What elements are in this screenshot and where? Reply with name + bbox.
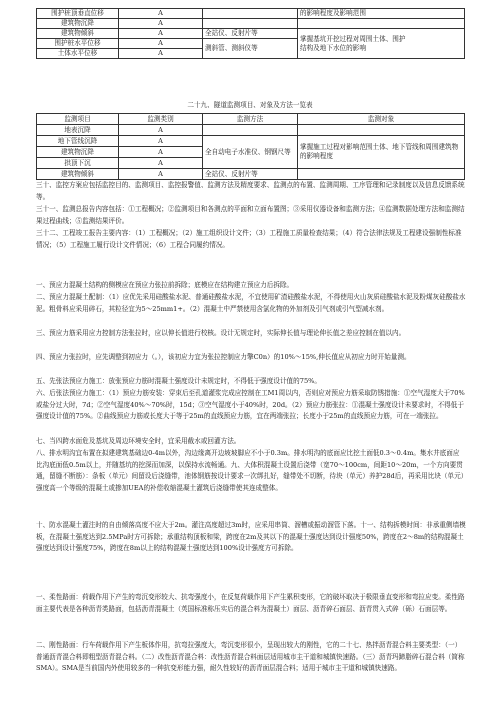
table-cell: A xyxy=(119,29,203,39)
table-cell: 建筑物沉降 xyxy=(37,19,119,29)
paragraph: 三、预应力筋采用应力控制方法张拉时，应以伸长值进行校核。设计无规定时，实际伸长值与理论伸长值之差应控制在值以内。 xyxy=(36,329,406,337)
table-cell: A xyxy=(119,9,203,19)
table-header: 监测方法 xyxy=(203,114,298,125)
paragraph: 三十二、工程竣工报告主要内容：（1）工程概况；（2）施工组织设计文件；（3）工程施工质量检查结果；（4）符合法律法规及工程建设强制性标准情况；（5）工程施工履行设计文件情况；（6）工程合同履约情况。 xyxy=(36,229,462,249)
table-cell xyxy=(298,19,465,29)
table-cell: A xyxy=(119,136,203,147)
table-cell: A xyxy=(119,158,203,169)
table-cell: 建筑物沉降 xyxy=(37,147,119,158)
table-cell: 围护桩水平位移 xyxy=(37,39,119,49)
table-header: 监测项目 xyxy=(37,114,119,125)
table-cell: 测斜管、测斜仪等 xyxy=(203,39,298,59)
table-cell: A xyxy=(119,19,203,29)
table-header: 监测对象 xyxy=(298,114,465,125)
table-cell: 围护桩顶垂直位移 xyxy=(37,9,119,19)
paragraph: 六、后张法预应力施工：（1）预应力筋安装：穿束后至孔道灌浆完成应控制在工M1周以内，否则应对预应力筋采取防锈措施：①空气湿度大于70%或盐分过大时，7d；②空气湿度40%～70%时，15d；③空气湿度小于40%时，20d。（2）预应力筋张拉：①混凝土强度设计未要求时，不得低于强度设计值的75%。②曲线预应力筋或长度大于等于25m的直线预应力筋，宜在两端张拉；长度小于25m的直线预应力筋，可在一端张拉。 xyxy=(36,389,465,421)
paragraph: 七、当四跨水面危及基坑及周边环境安全时，宜采用截水或回灌方法。 xyxy=(36,437,241,445)
table-cell: 拱顶下沉 xyxy=(37,158,119,169)
table-cell: 全自动电子水准仪、钢钢尺等 xyxy=(203,136,298,169)
table-cell: A xyxy=(119,39,203,49)
table-cell: 掌握施工过程对影响范围土体、地下管线和周围建筑物的影响程度 xyxy=(298,136,465,169)
table-header: 监测类别 xyxy=(119,114,203,125)
table-cell: 的影响程度及影响范围 xyxy=(298,9,465,19)
table-cell: 地下管线沉降 xyxy=(37,136,119,147)
table-caption: 二十九、隧道监测项目、对象及方法一览表 xyxy=(187,101,313,109)
table-cell xyxy=(203,19,298,29)
paragraph: 一、柔性路面：荷载作用下产生的弯沉变形较大、抗弯强度小，在反复荷载作用下产生累积变形，它的破坏取决于极限垂直变形和弯拉应变。柔性路面主要代表是各种沥青类路面，包括沥青混凝土（英国标准称压实后的混合料为混凝土）面层、沥青碎石面层、沥青贯入式碎（砾）石面层等。 xyxy=(36,593,465,613)
table-cell: A xyxy=(119,147,203,158)
table-cell: A xyxy=(119,125,203,136)
paragraph: 十、防水混凝土灌注时的自由倾落高度不应大于2m。灌注高度超过3m时，应采用串筒、溜槽或振动溜管下落。十一、结构拆模时间：非承重侧墙模板，在混凝土强度达到2.5MPa时方可拆除；承重结构顶板和梁，跨度在2m及其以下的混凝土强度达到设计强度50%，跨度在2～8m的结构混凝土强度达到设计强度75%，跨度在8m以上的结构混凝土强度达到100%设计强度方可拆除。 xyxy=(36,521,466,553)
table-cell: 全站仪、反射片等 xyxy=(203,169,298,180)
table-cell xyxy=(298,125,465,136)
paragraph: 二、刚性路面：行车荷载作用下产生板体作用，抗弯拉强度大，弯沉变形很小，呈现出较大的刚性，它的二十七、热拌沥青混合料主要类型：（一）普通沥青混合料即粗型沥青混合料。（二）改性沥青混合料：改性沥青混合料面层适用城市主干道和城镇快速路。（三）沥青玛蹄脂碎石混合料（简称SMA）。SMA是当前国内外使用较多的一种抗变形能力强，耐久性较好的沥青面层混合料；适用于城市主干道和城镇快速路。 xyxy=(36,641,465,673)
monitoring-table-foundation xyxy=(36,8,465,59)
table-cell: A xyxy=(119,49,203,59)
table-cell: 建筑物倾斜 xyxy=(37,169,119,180)
table-cell: 土体水平位移 xyxy=(37,49,119,59)
paragraph: 一、预应力混凝土结构的侧模应在预应力张拉前拆除；底模应在结构建立预应力后拆除。 xyxy=(36,281,294,289)
table-cell: 地表沉降 xyxy=(37,125,119,136)
monitoring-table-tunnel xyxy=(36,113,465,180)
paragraph: 二、预应力混凝土配制：（1）应优先采用硅酸盐水泥、普通硅酸盐水泥，不宜使用矿渣硅酸盐水泥，不得使用火山灰质硅酸盐水泥及粉煤灰硅酸盐水泥。粗骨料应采用碎石，其粒径宜为5～25mm1+。（2）混凝土中严禁使用含氯化物的外加剂及引气剂或引气型减水剂。 xyxy=(36,293,466,313)
table-cell: 建筑物倾斜 xyxy=(37,29,119,39)
table-cell xyxy=(203,9,298,19)
target-line-1: 掌握基坑开挖过程对周围土体、围护 xyxy=(300,34,406,43)
paragraph: 三十、监控方案应包括监控目的、监测项目、监控报警值、监测方法及精度要求、监测点的布置、监测周期、工序管理和记录制度以及信息反馈系统等。 xyxy=(36,181,465,201)
paragraph: 八、排水明沟宜布置在拟建建筑基础边0-4m以外，沟边缘离开边坡坡脚应不小于0.3m。排水明沟的底面应比挖土面低0.3～0.4m。集水井底面应比沟底面低0.5m以上，并随基坑的挖深而加深，以保持水流畅通。九、大体积混凝土设置后浇带（宽70～100cm，间距10～20m，一个方向要贯通，留缝不断筋）：条板（单元）间留设后浇缝带，池体钢筋按设计要求一次绑扎好，缝带处不切断，待块（单元）养护28d后，再采用比块（单元）强度高一个等级的混凝土或掺加UEA的补偿收缩混凝土灌筑后浇缝带使其连成整体。 xyxy=(36,449,465,492)
paragraph: 五、先张法预应力施工：放张预应力筋时混凝土强度设计未规定时，不得低于强度设计值的75%。 xyxy=(36,377,321,385)
table-cell xyxy=(203,125,298,136)
target-line-2: 结构及地下水位的影响 xyxy=(300,43,366,52)
paragraph: 四、预应力张拉时，应先调整到初应力（。），该初应力宜为张拉控制应力擎C0n）的10%～15%,伸长值应从初应力时开始量测。 xyxy=(36,353,411,361)
table-cell xyxy=(298,169,465,180)
paragraph: 三十一、监测总报告内容包括：①工程概况；②监测项目和各测点的平面和立面布置图；③采用仪器设备和监测方法；④监测数据处理方法和监测结果过程曲线；⑤监测结果评价。 xyxy=(36,205,465,225)
table-cell: 全站仪、反射片等 xyxy=(203,29,298,39)
table-cell: A xyxy=(119,169,203,180)
table-cell xyxy=(298,29,465,59)
